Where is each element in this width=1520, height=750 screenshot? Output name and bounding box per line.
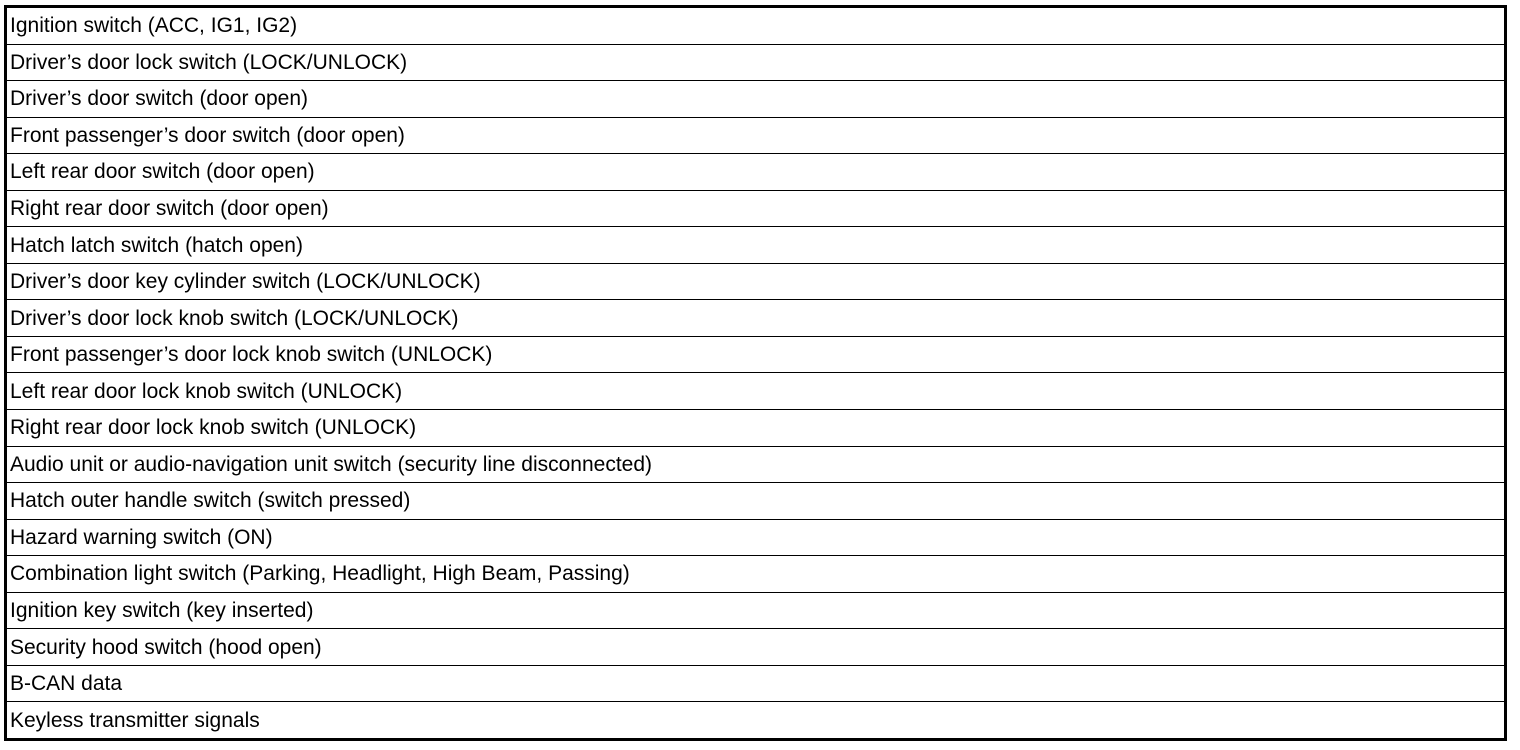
table-row: Keyless transmitter signals xyxy=(7,701,1504,738)
table-row: Audio unit or audio-navigation unit switch (security line disconnected) xyxy=(7,446,1504,483)
table-body xyxy=(7,8,1504,738)
table-row: Driver’s door lock switch (LOCK/UNLOCK) xyxy=(7,44,1504,81)
table-row: Left rear door switch (door open) xyxy=(7,153,1504,190)
table-row: Driver’s door lock knob switch (LOCK/UNLOCK) xyxy=(7,299,1504,336)
table-row: Driver’s door key cylinder switch (LOCK/UNLOCK) xyxy=(7,263,1504,300)
table-row: Hatch latch switch (hatch open) xyxy=(7,226,1504,263)
table-row: Ignition switch (ACC, IG1, IG2) xyxy=(10,14,298,38)
table-row: Hazard warning switch (ON) xyxy=(7,519,1504,556)
table-row: Front passenger’s door switch (door open) xyxy=(7,117,1504,154)
table-row: Front passenger’s door lock knob switch (UNLOCK) xyxy=(7,336,1504,373)
table-row: Left rear door lock knob switch (UNLOCK) xyxy=(7,372,1504,409)
table-row: Right rear door lock knob switch (UNLOCK) xyxy=(7,409,1504,446)
table-row: B-CAN data xyxy=(7,665,1504,702)
table-row: Right rear door switch (door open) xyxy=(7,190,1504,227)
table-row: Ignition key switch (key inserted) xyxy=(7,592,1504,629)
table-row: Hatch outer handle switch (switch pressed) xyxy=(7,482,1504,519)
table-row: Combination light switch (Parking, Headlight, High Beam, Passing) xyxy=(7,555,1504,592)
input-signals-table xyxy=(4,5,1507,741)
table-row: Driver’s door switch (door open) xyxy=(7,80,1504,117)
table-row: Security hood switch (hood open) xyxy=(7,628,1504,665)
